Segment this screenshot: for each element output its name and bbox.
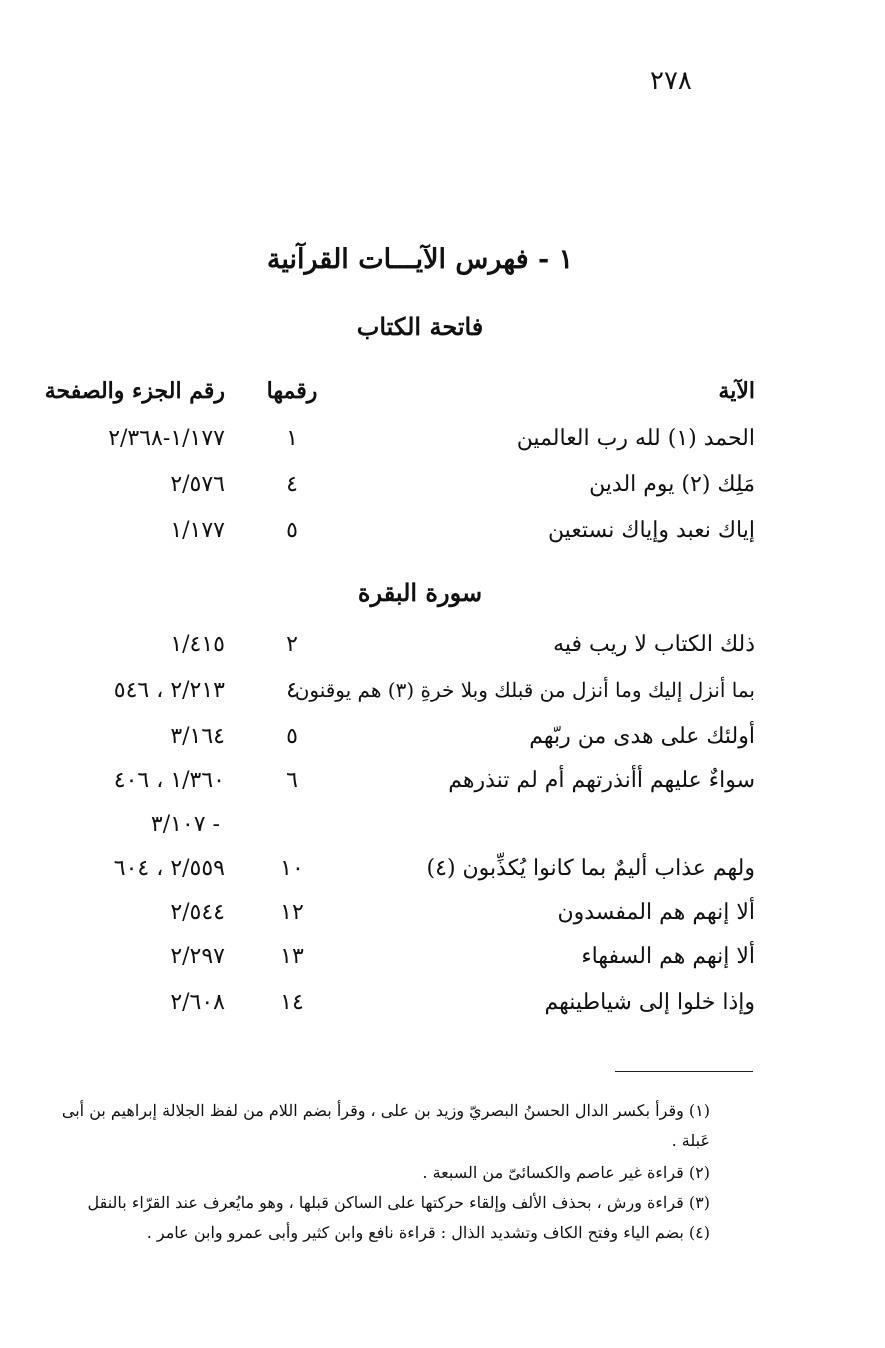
ayah-text: وإذا خلوا إلى شياطينهم bbox=[544, 990, 755, 1015]
table-row bbox=[0, 768, 885, 808]
page-reference: ٢/٥٥٩ ، ٦٠٤ bbox=[113, 856, 225, 881]
page-reference: ٣/١٦٤ bbox=[170, 724, 225, 749]
section-heading-baqara: سورة البقرة bbox=[357, 578, 483, 607]
ayah-number: ٥ bbox=[286, 518, 298, 543]
page-number: ٢٧٨ bbox=[650, 66, 692, 96]
footnote: (٢) قراءة غير عاصم والكسائىّ من السبعة . bbox=[422, 1163, 710, 1182]
page-reference: ١/٣٦٠ ، ٤٠٦ bbox=[113, 768, 225, 793]
page-reference: ١/١٧٧-٢/٣٦٨ bbox=[108, 426, 225, 451]
ayah-number: ١٣ bbox=[280, 944, 304, 969]
table-row bbox=[0, 678, 885, 718]
ayah-number: ٦ bbox=[286, 768, 298, 793]
page-reference: ٢/٥٧٦ bbox=[170, 472, 225, 497]
index-title: ١ - فهرس الآيـــات القرآنية bbox=[266, 244, 574, 275]
ayah-text: بما أنزل إليك وما أنزل من قبلك وبلا خرةِ (٣) هم يوقنون bbox=[294, 678, 755, 702]
ayah-number: ١٤ bbox=[280, 990, 304, 1015]
ayah-text: مَلِك (٢) يوم الدين bbox=[589, 472, 755, 497]
table-row bbox=[0, 518, 885, 558]
ayah-number: ٥ bbox=[286, 724, 298, 749]
page-reference: ٢/٦٠٨ bbox=[170, 990, 225, 1015]
ayah-number: ٢ bbox=[286, 632, 298, 657]
column-header-number: رقمها bbox=[266, 378, 318, 404]
ayah-number: ١٠ bbox=[280, 856, 304, 881]
page-reference: - ٣/١٠٧ bbox=[150, 812, 220, 837]
ayah-text: ذلك الكتاب لا ريب فيه bbox=[553, 632, 755, 657]
column-header-reference: رقم الجزء والصفحة bbox=[44, 378, 225, 404]
column-header-ayah: الآية bbox=[718, 378, 755, 404]
ayah-number: ١٢ bbox=[280, 900, 304, 925]
footnote: (٤) بضم الياء وفتح الكاف وتشديد الذال : قراءة نافع وابن كثير وأبى عمرو وابن عامر . bbox=[146, 1223, 710, 1242]
ayah-number: ٤ bbox=[286, 472, 298, 497]
page-reference: ١/٤١٥ bbox=[170, 632, 225, 657]
column-header-row bbox=[0, 378, 885, 418]
table-row bbox=[0, 856, 885, 896]
ayah-text: ألا إنهم هم المفسدون bbox=[557, 900, 755, 925]
table-row bbox=[0, 472, 885, 512]
page-reference: ٢/٢١٣ ، ٥٤٦ bbox=[113, 678, 225, 703]
table-row bbox=[0, 632, 885, 672]
ayah-number: ١ bbox=[286, 426, 298, 451]
table-row bbox=[0, 900, 885, 940]
page-reference: ٢/٥٤٤ bbox=[170, 900, 225, 925]
table-row bbox=[0, 812, 885, 852]
ayah-text: الحمد (١) لله رب العالمين bbox=[516, 426, 755, 451]
footnote-divider bbox=[615, 1071, 753, 1072]
footnote: (٣) قراءة ورش ، بحذف الألف وإلقاء حركتها على الساكن قبلها ، وهو مايُعرف عند القرّاء بالنقل bbox=[87, 1193, 710, 1212]
section-heading-fatiha: فاتحة الكتاب bbox=[356, 312, 484, 341]
ayah-text: إياك نعبد وإياك نستعين bbox=[547, 518, 755, 543]
ayah-text: أولئك على هدى من ربّهم bbox=[529, 724, 755, 749]
ayah-text: ولهم عذاب أليمٌ بما كانوا يُكذِّبون (٤) bbox=[426, 856, 755, 881]
page-reference: ١/١٧٧ bbox=[170, 518, 225, 543]
page-reference: ٢/٢٩٧ bbox=[170, 944, 225, 969]
table-row bbox=[0, 724, 885, 764]
ayah-text: سواءٌ عليهم أأنذرتهم أم لم تنذرهم bbox=[448, 768, 755, 793]
ayah-text: ألا إنهم هم السفهاء bbox=[581, 944, 755, 969]
footnote: (١) وقرأ بكسر الدال الحسنُ البصريّ وزيد بن على ، وقرأ بضم اللام من لفظ الجلالة إبراهيم بن أبى عَبلة . bbox=[61, 1101, 710, 1150]
table-row bbox=[0, 990, 885, 1030]
table-row bbox=[0, 426, 885, 466]
table-row bbox=[0, 944, 885, 984]
ayah-number: ٤ bbox=[286, 678, 298, 703]
